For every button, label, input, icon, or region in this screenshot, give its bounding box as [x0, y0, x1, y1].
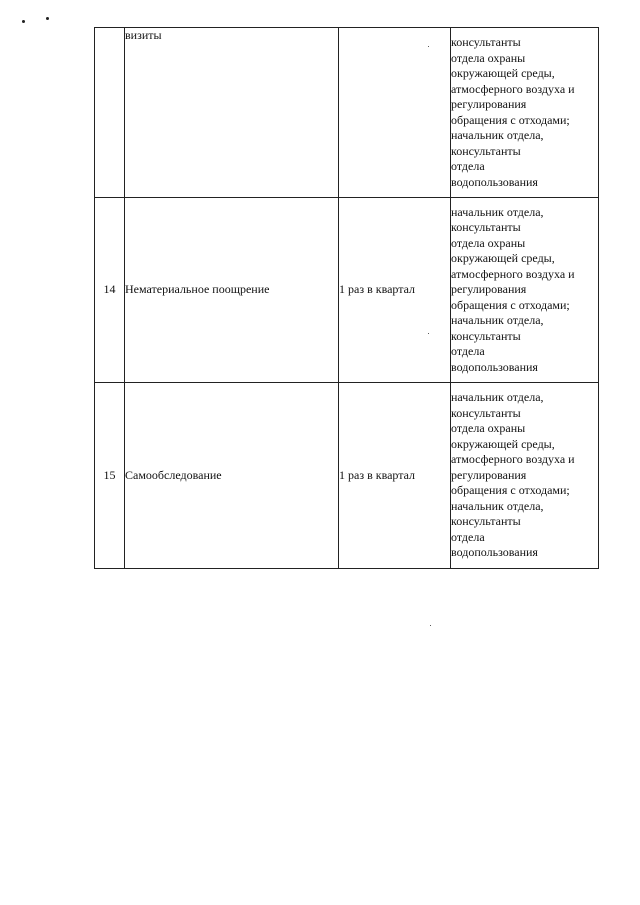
responsible-line: начальник отдела,: [451, 313, 544, 328]
row-period: [339, 28, 451, 198]
responsible-line: регулирования: [451, 467, 527, 482]
scan-speck: [430, 625, 431, 626]
responsible-line: окружающей среды,: [451, 436, 555, 451]
responsible-line: атмосферного воздуха и: [451, 452, 575, 467]
responsible-line: отдела: [451, 159, 485, 173]
responsible-line: консультанты: [451, 514, 521, 529]
responsible-line: консультанты: [451, 143, 521, 158]
scan-speck: [22, 20, 25, 23]
responsible-line: водопользования: [451, 174, 538, 189]
responsible-line: консультанты: [451, 405, 521, 420]
activities-table: [94, 27, 599, 569]
responsible-line: обращения с отходами;: [451, 297, 570, 312]
row-number: 14: [95, 198, 125, 383]
responsible-line: отдела охраны: [451, 50, 526, 65]
responsible-line: начальник отдела,: [451, 128, 544, 142]
row-responsible: [451, 198, 599, 383]
row-activity-name: Самообследование: [125, 383, 339, 569]
responsible-line: регулирования: [451, 282, 527, 297]
row-period: 1 раз в квартал: [339, 198, 451, 383]
responsible-line: обращения с отходами;: [451, 483, 570, 498]
responsible-line: отдела охраны: [451, 421, 526, 436]
responsible-line: регулирования: [451, 97, 527, 111]
row-responsible: [451, 383, 599, 569]
responsible-line: окружающей среды,: [451, 66, 555, 80]
responsible-line: начальник отдела,: [451, 498, 544, 513]
responsible-line: атмосферного воздуха и: [451, 266, 575, 281]
responsible-line: начальник отдела,: [451, 390, 544, 405]
responsible-line: начальник отдела,: [451, 204, 544, 219]
responsible-line: атмосферного воздуха и: [451, 81, 575, 96]
responsible-line: окружающей среды,: [451, 251, 555, 266]
scan-speck: [46, 17, 49, 20]
responsible-line: консультанты: [451, 35, 521, 49]
table-row: [95, 198, 599, 383]
responsible-line: отдела охраны: [451, 235, 526, 250]
table-row: [95, 383, 599, 569]
row-number: 15: [95, 383, 125, 569]
row-responsible: [451, 28, 599, 198]
responsible-line: консультанты: [451, 328, 521, 343]
responsible-line: отдела: [451, 529, 485, 544]
row-period: 1 раз в квартал: [339, 383, 451, 569]
row-activity-name: Нематериальное поощрение: [125, 198, 339, 383]
responsible-line: водопользования: [451, 359, 538, 374]
responsible-line: консультанты: [451, 220, 521, 235]
row-number: [95, 28, 125, 198]
responsible-line: обращения с отходами;: [451, 112, 570, 127]
row-activity-name: визиты: [125, 28, 339, 198]
table-row: [95, 28, 599, 198]
responsible-line: водопользования: [451, 545, 538, 560]
responsible-line: отдела: [451, 344, 485, 359]
